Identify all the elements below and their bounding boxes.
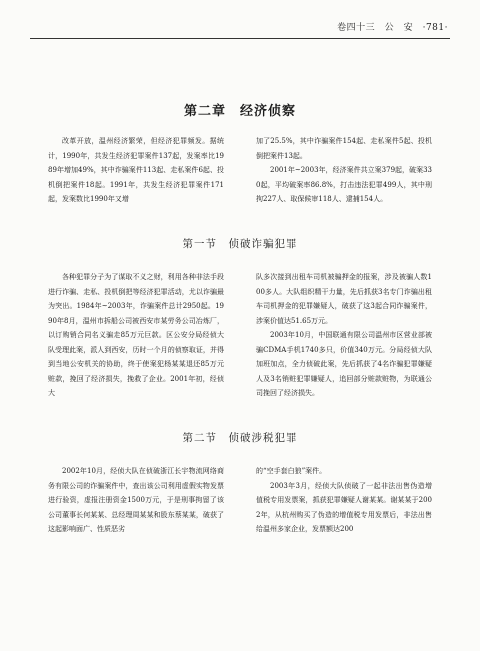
section-title-fraud: 第一节 侦破诈骗犯罪 — [182, 238, 298, 250]
intro-paragraph-2001: 2001年~2003年，经济案件共立案379起，破案330起，平均破案率86.8%，打击违法犯罪499人，其中刑拘227人、取保候审118人、逮捕154人。 — [256, 166, 432, 203]
intro-right-column — [256, 134, 432, 207]
section1-right-column — [256, 270, 432, 401]
section-title-tax: 第二节 侦破涉税犯罪 — [182, 432, 298, 444]
section2-paragraph-2003: 2003年3月，经侦大队侦破了一起非法出售伪造增值税专用发票案，抓获犯罪嫌疑人谢某某。谢某某于2002年，从杭州购买了伪造的增值税专用发票后，非法出售给温州多家企业，发票额达200 — [256, 481, 432, 533]
section1-paragraph: 各种犯罪分子为了谋取不义之财，利用各种非法手段进行诈骗、走私、投机倒把等经济犯罪活动，尤以诈骗最为突出。1984年~2003年，诈骗案件总计2950起。1990年8月，温州市拆船公司被西安市某劳务公司冶炼厂，以订购销合同名义骗走85万元巨款。区公安分局经侦大队受理此案，派人到西安，历时一个月的侦察取证，并得到当地公安机关的协助，终于使案犯杨某某退还85万元赃款，挽回了经济损失，挽救了企业。2001年初，经侦大 — [48, 273, 224, 397]
page-header — [30, 20, 450, 39]
intro-paragraph: 改革开放，温州经济繁荣，但经济犯罪频发。据统计，1990年，共发生经济犯罪案件137起，发案率比1989年增加49%，其中诈骗案件113起、走私案件6起、投机倒把案件18起。1991年，共发生经济犯罪案件171起，发案数比1990年又增 — [48, 137, 224, 203]
section2-left-column — [48, 464, 224, 537]
section1-paragraph-cont: 队多次接到出租车司机被骗押金的报案，涉及被骗人数100多人。大队组织精干力量，先后抓获3名专门诈骗出租车司机押金的犯罪嫌疑人，破获了这3起合同诈骗案件，涉案价值达51.65万元。 — [256, 273, 432, 325]
section1-left-column — [48, 270, 224, 401]
intro-paragraph-cont: 加了25.5%，其中诈骗案件154起、走私案件5起、投机倒把案件13起。 — [256, 137, 432, 160]
chapter-title: 第二章 经济侦察 — [183, 104, 296, 119]
section2-paragraph: 2002年10月，经侦大队在侦破浙江长宇物流网络商务有限公司的诈骗案件中，查出该公司利用虚假实物发票进行验资，虚报注册资金1500万元，于是刑事拘留了该公司董事长何某某、总经理周某某和股东蔡某某，破获了这起影响面广、性质恶劣 — [48, 467, 224, 533]
section1-paragraph-2003: 2003年10月，中国联通有限公司温州市区营业部被骗CDMA手机1740多只，价值340万元。分局经侦大队加班加点，全力侦破此案，先后抓获了4名诈骗犯罪嫌疑人及3名销赃犯罪嫌疑人，追回部分赃款赃物，为联通公司挽回了经济损失。 — [256, 331, 432, 397]
section2-paragraph-cont: 的“空手套白狼”案件。 — [256, 467, 327, 475]
running-head: 卷四十三 公 安 ·781· — [337, 23, 448, 33]
intro-left-column — [48, 134, 224, 207]
section2-right-column — [256, 464, 432, 537]
